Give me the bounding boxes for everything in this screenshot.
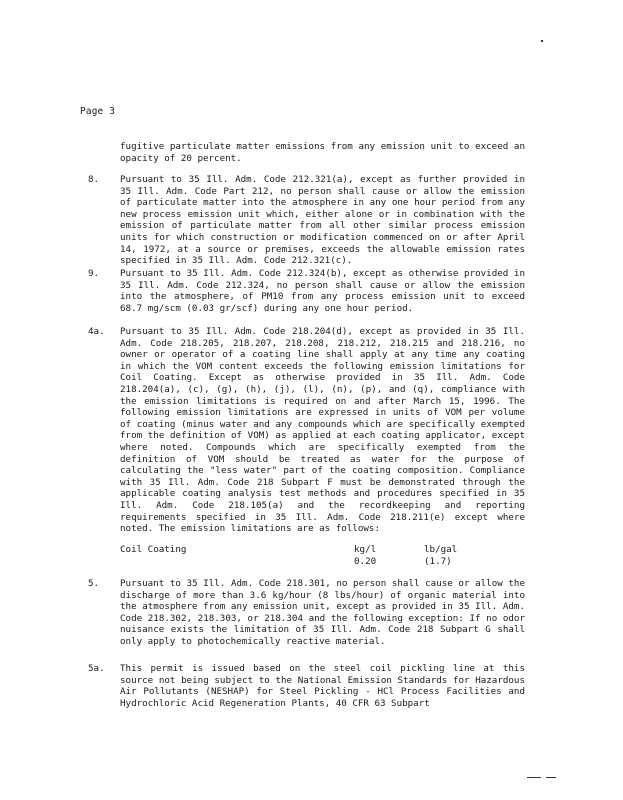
unit-metric: kg/l [354, 544, 377, 555]
carryover-paragraph: fugitive particulate matter emissions from any emission unit to exceed an opacity of 20 percent. [120, 141, 525, 164]
scan-speck [546, 777, 556, 778]
item-number: 4a. [88, 326, 105, 337]
scan-speck [541, 40, 543, 42]
value-imperial: (1.7) [424, 556, 452, 567]
item-number: 5a. [88, 663, 105, 674]
item-paragraph: Pursuant to 35 Ill. Adm. Code 218.204(d), except as provided in 35 Ill. Adm. Code 218.205, 218.207, 218.208, 218.212, 218.215 and 218.216, no owner or operator of a coating line shall apply at any time any coating in which the VOM content exceeds the following emission limitations for Coil Coating. Except as otherwise provided in 35 Ill. Adm. Code 218.204(a), (c), (g), (h), (j), (l), (n), (p), and (q), compliance with the emission limitations is required on and after March 15, 1996. The following emission limitations are expressed in units of VOM per volume of coating (minus water and any compounds which are specifically exempted from the definition of VOM) as applied at each coating applicator, except where noted. Compounds which are specifically exempted from the definition of VOM should be treated as water for the purpose of calculating the "less water" part of the coating composition. Compliance with 35 Ill. Adm. Code 218 Subpart F must be demonstrated through the applicable coating analysis test methods and procedures specified in 35 Ill. Adm. Code 218.105(a) and the recordkeeping and reporting requirements specified in 35 Ill. Adm. Code 218.211(e) except where noted. The emission limitations are as follows: [120, 326, 525, 535]
item-number: 9. [88, 268, 100, 279]
item-number: 5. [88, 578, 100, 589]
unit-imperial: lb/gal [424, 544, 458, 555]
item-paragraph: Pursuant to 35 Ill. Adm. Code 212.324(b), except as otherwise provided in 35 Ill. Adm. Code 212.324, no person shall cause or allow the emission into the atmosphere, of PM10 from any process emission unit to exceed 68.7 mg/scm (0.03 gr/scf) during any one hour period. [120, 268, 525, 314]
item-paragraph: This permit is issued based on the steel coil pickling line at this source not being subject to the National Emission Standards for Hazardous Air Pollutants (NESHAP) for Steel Pickling - HCl Process Facilities and Hydrochloric Acid Regeneration Plants, 40 CFR 63 Subpart [120, 663, 525, 709]
item-paragraph: Pursuant to 35 Ill. Adm. Code 212.321(a), except as further provided in 35 Ill. Adm. Code Part 212, no person shall cause or allow the emission of particulate matter into the atmosphere in any one hour period from any new process emission unit which, either alone or in combination with the emission of particulate matter from all other similar process emission units for which construction or modification commenced on or after April 14, 1972, at a source or premises, exceeds the allowable emission rates specified in 35 Ill. Adm. Code 212.321(c). [120, 174, 525, 267]
item-paragraph: Pursuant to 35 Ill. Adm. Code 218.301, no person shall cause or allow the discharge of more than 3.6 kg/hour (8 lbs/hour) of organic material into the atmosphere from any emission unit, except as provided in 35 Ill. Adm. Code 218.302, 218.303, or 218.304 and the following exception: If no odor nuisance exists the limitation of 35 Ill. Adm. Code 218 Subpart G shall only apply to photochemically reactive material. [120, 578, 525, 647]
value-metric: 0.20 [354, 556, 377, 567]
coil-coating-label: Coil Coating [120, 544, 187, 555]
scan-speck [527, 777, 541, 778]
item-number: 8. [88, 174, 100, 185]
page-number: Page 3 [80, 106, 116, 117]
